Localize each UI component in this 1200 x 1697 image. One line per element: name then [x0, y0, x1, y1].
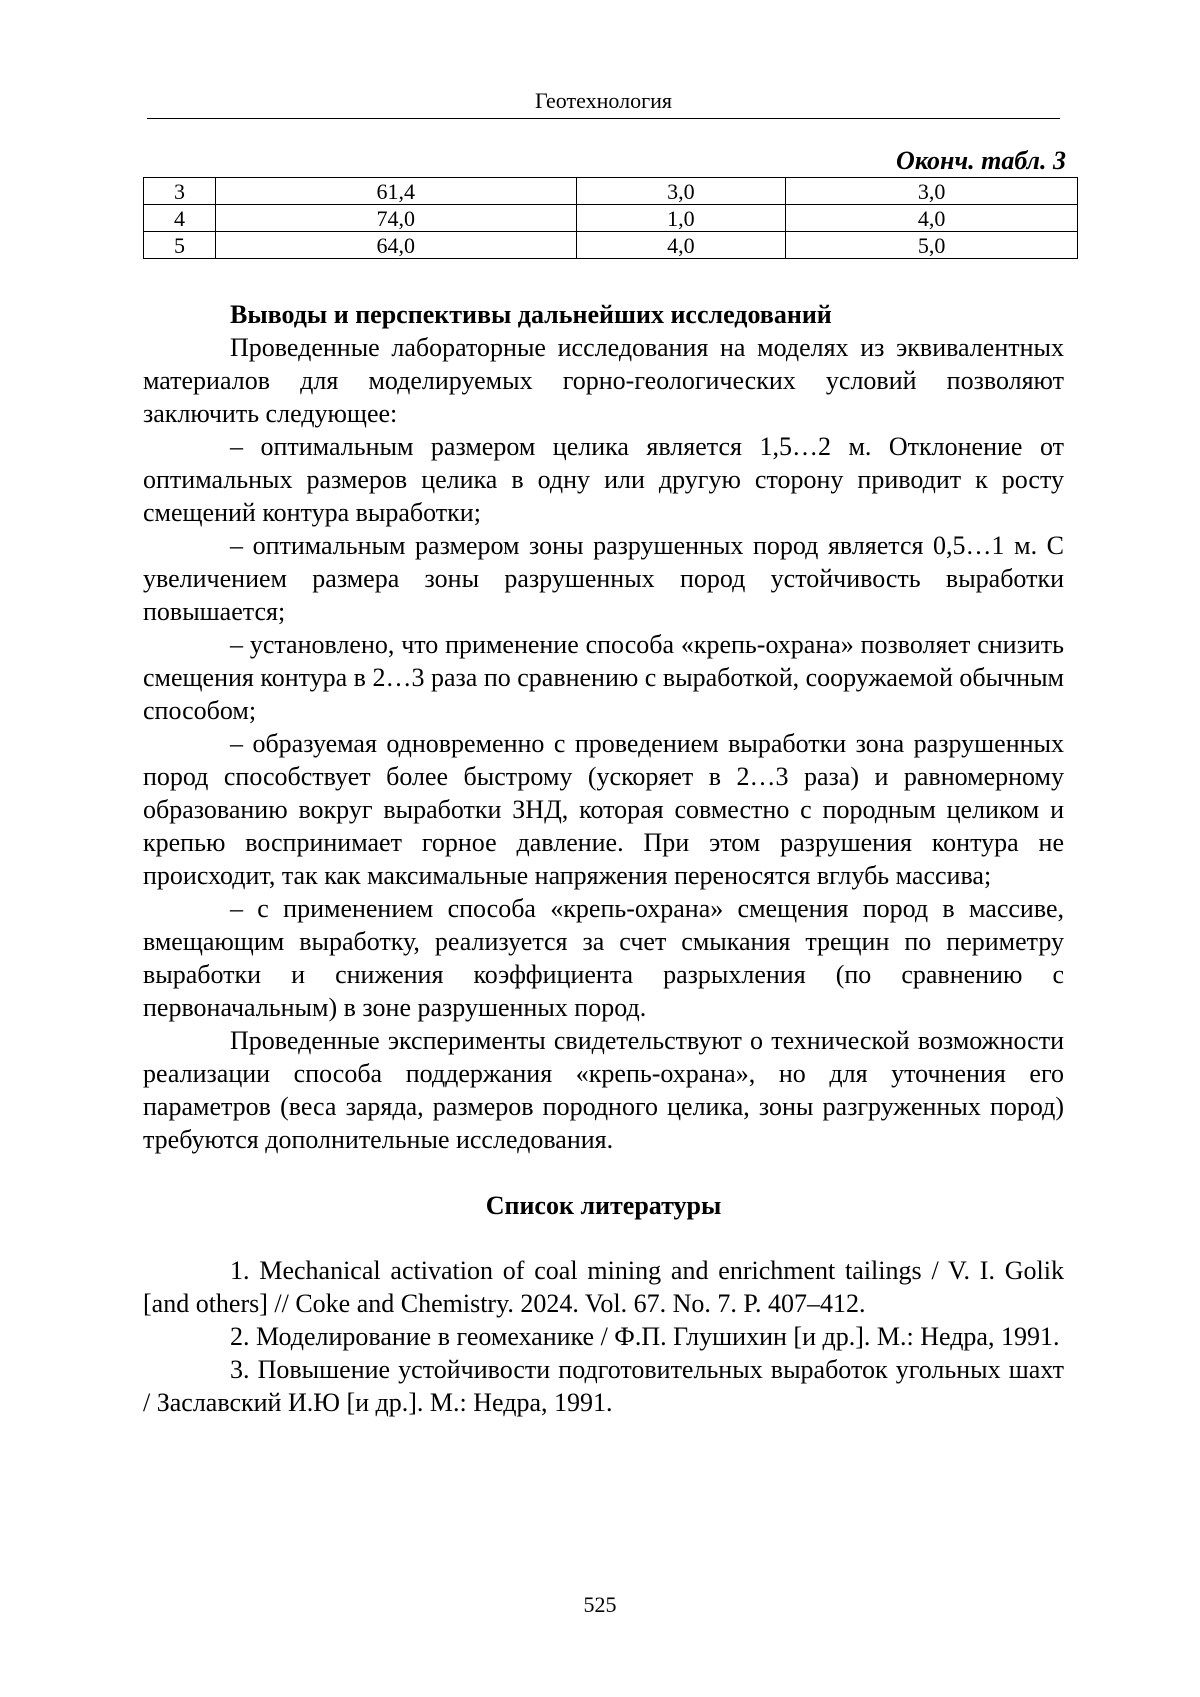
references-list: [143, 1254, 1064, 1419]
table-row: [144, 205, 1078, 232]
page-number: 525: [583, 1592, 617, 1617]
header-rule: [147, 118, 1060, 119]
table-cell: 5,0: [786, 232, 1078, 259]
table-row: [144, 178, 1078, 205]
reference-item: 3. Повышение устойчивости подготовительных выработок угольных шахт / Заславский И.Ю [и др.]. М.: Недра, 1991.: [143, 1355, 1064, 1417]
conclusions-heading: Выводы и перспективы дальнейших исследований: [230, 300, 832, 329]
references-heading: Список литературы: [485, 1191, 722, 1220]
reference-item: 2. Моделирование в геомеханике / Ф.П. Глушихин [и др.]. М.: Недра, 1991.: [230, 1322, 1060, 1351]
table-cell: 4: [144, 205, 216, 232]
conclusion-item: – с применением способа «крепь-охрана» смещения пород в массиве, вмещающим выработку, реализуется за счет смыкания трещин по периметру выработки и снижения коэффициента разрыхления (по сравнению с первоначальным) в зоне разрушенных пород.: [143, 894, 1064, 1022]
conclusions-closing: Проведенные эксперименты свидетельствуют о технической возможности реализации способа поддержания «крепь-охрана», но для уточнения его параметров (веса заряда, размеров породного целика, зоны разгруженных пород) требуются дополнительные исследования.: [143, 1026, 1064, 1154]
article-body: [143, 298, 1064, 1419]
table-cell: 1,0: [576, 205, 786, 232]
table-cell: 4,0: [786, 205, 1078, 232]
conclusion-item: – установлено, что применение способа «крепь-охрана» позволяет снизить смещения контура в 2…3 раза по сравнению с выработкой, сооружаемой обычным способом;: [143, 630, 1064, 725]
table-cell: 74,0: [215, 205, 576, 232]
data-table: [143, 177, 1078, 259]
reference-item: 1. Mechanical activation of coal mining and enrichment tailings / V. I. Golik [and others] // Coke and Chemistry. 2024. Vol. 67. No. 7. P. 407–412.: [143, 1256, 1064, 1318]
table-cell: 64,0: [215, 232, 576, 259]
table-cell: 4,0: [576, 232, 786, 259]
table-cell: 3: [144, 178, 216, 205]
conclusion-item: – оптимальным размером целика является 1,5…2 м. Отклонение от оптимальных размеров целика в одну или другую сторону приводит к росту смещений контура выработки;: [143, 432, 1064, 527]
table-cell: 3,0: [576, 178, 786, 205]
running-head: Геотехнология: [535, 88, 672, 113]
table-cell: 5: [144, 232, 216, 259]
table-row: [144, 232, 1078, 259]
table-caption: Оконч. табл. 3: [896, 146, 1066, 175]
conclusion-item: – оптимальным размером зоны разрушенных пород является 0,5…1 м. С увеличением размера зоны разрушенных пород устойчивость выработки повышается;: [143, 531, 1064, 626]
conclusions-intro: Проведенные лабораторные исследования на моделях из эквивалентных материалов для моделируемых горно-геологических условий позволяют заключить следующее:: [143, 333, 1064, 428]
table-cell: 61,4: [215, 178, 576, 205]
conclusion-item: – образуемая одновременно с проведением выработки зона разрушенных пород способствует более быстрому (ускоряет в 2…3 раза) и равномерному образованию вокруг выработки ЗНД, которая совместно с породным целиком и крепью воспринимает горное давление. При этом разрушения контура не происходит, так как максимальные напряжения переносятся вглубь массива;: [143, 729, 1064, 890]
table-cell: 3,0: [786, 178, 1078, 205]
